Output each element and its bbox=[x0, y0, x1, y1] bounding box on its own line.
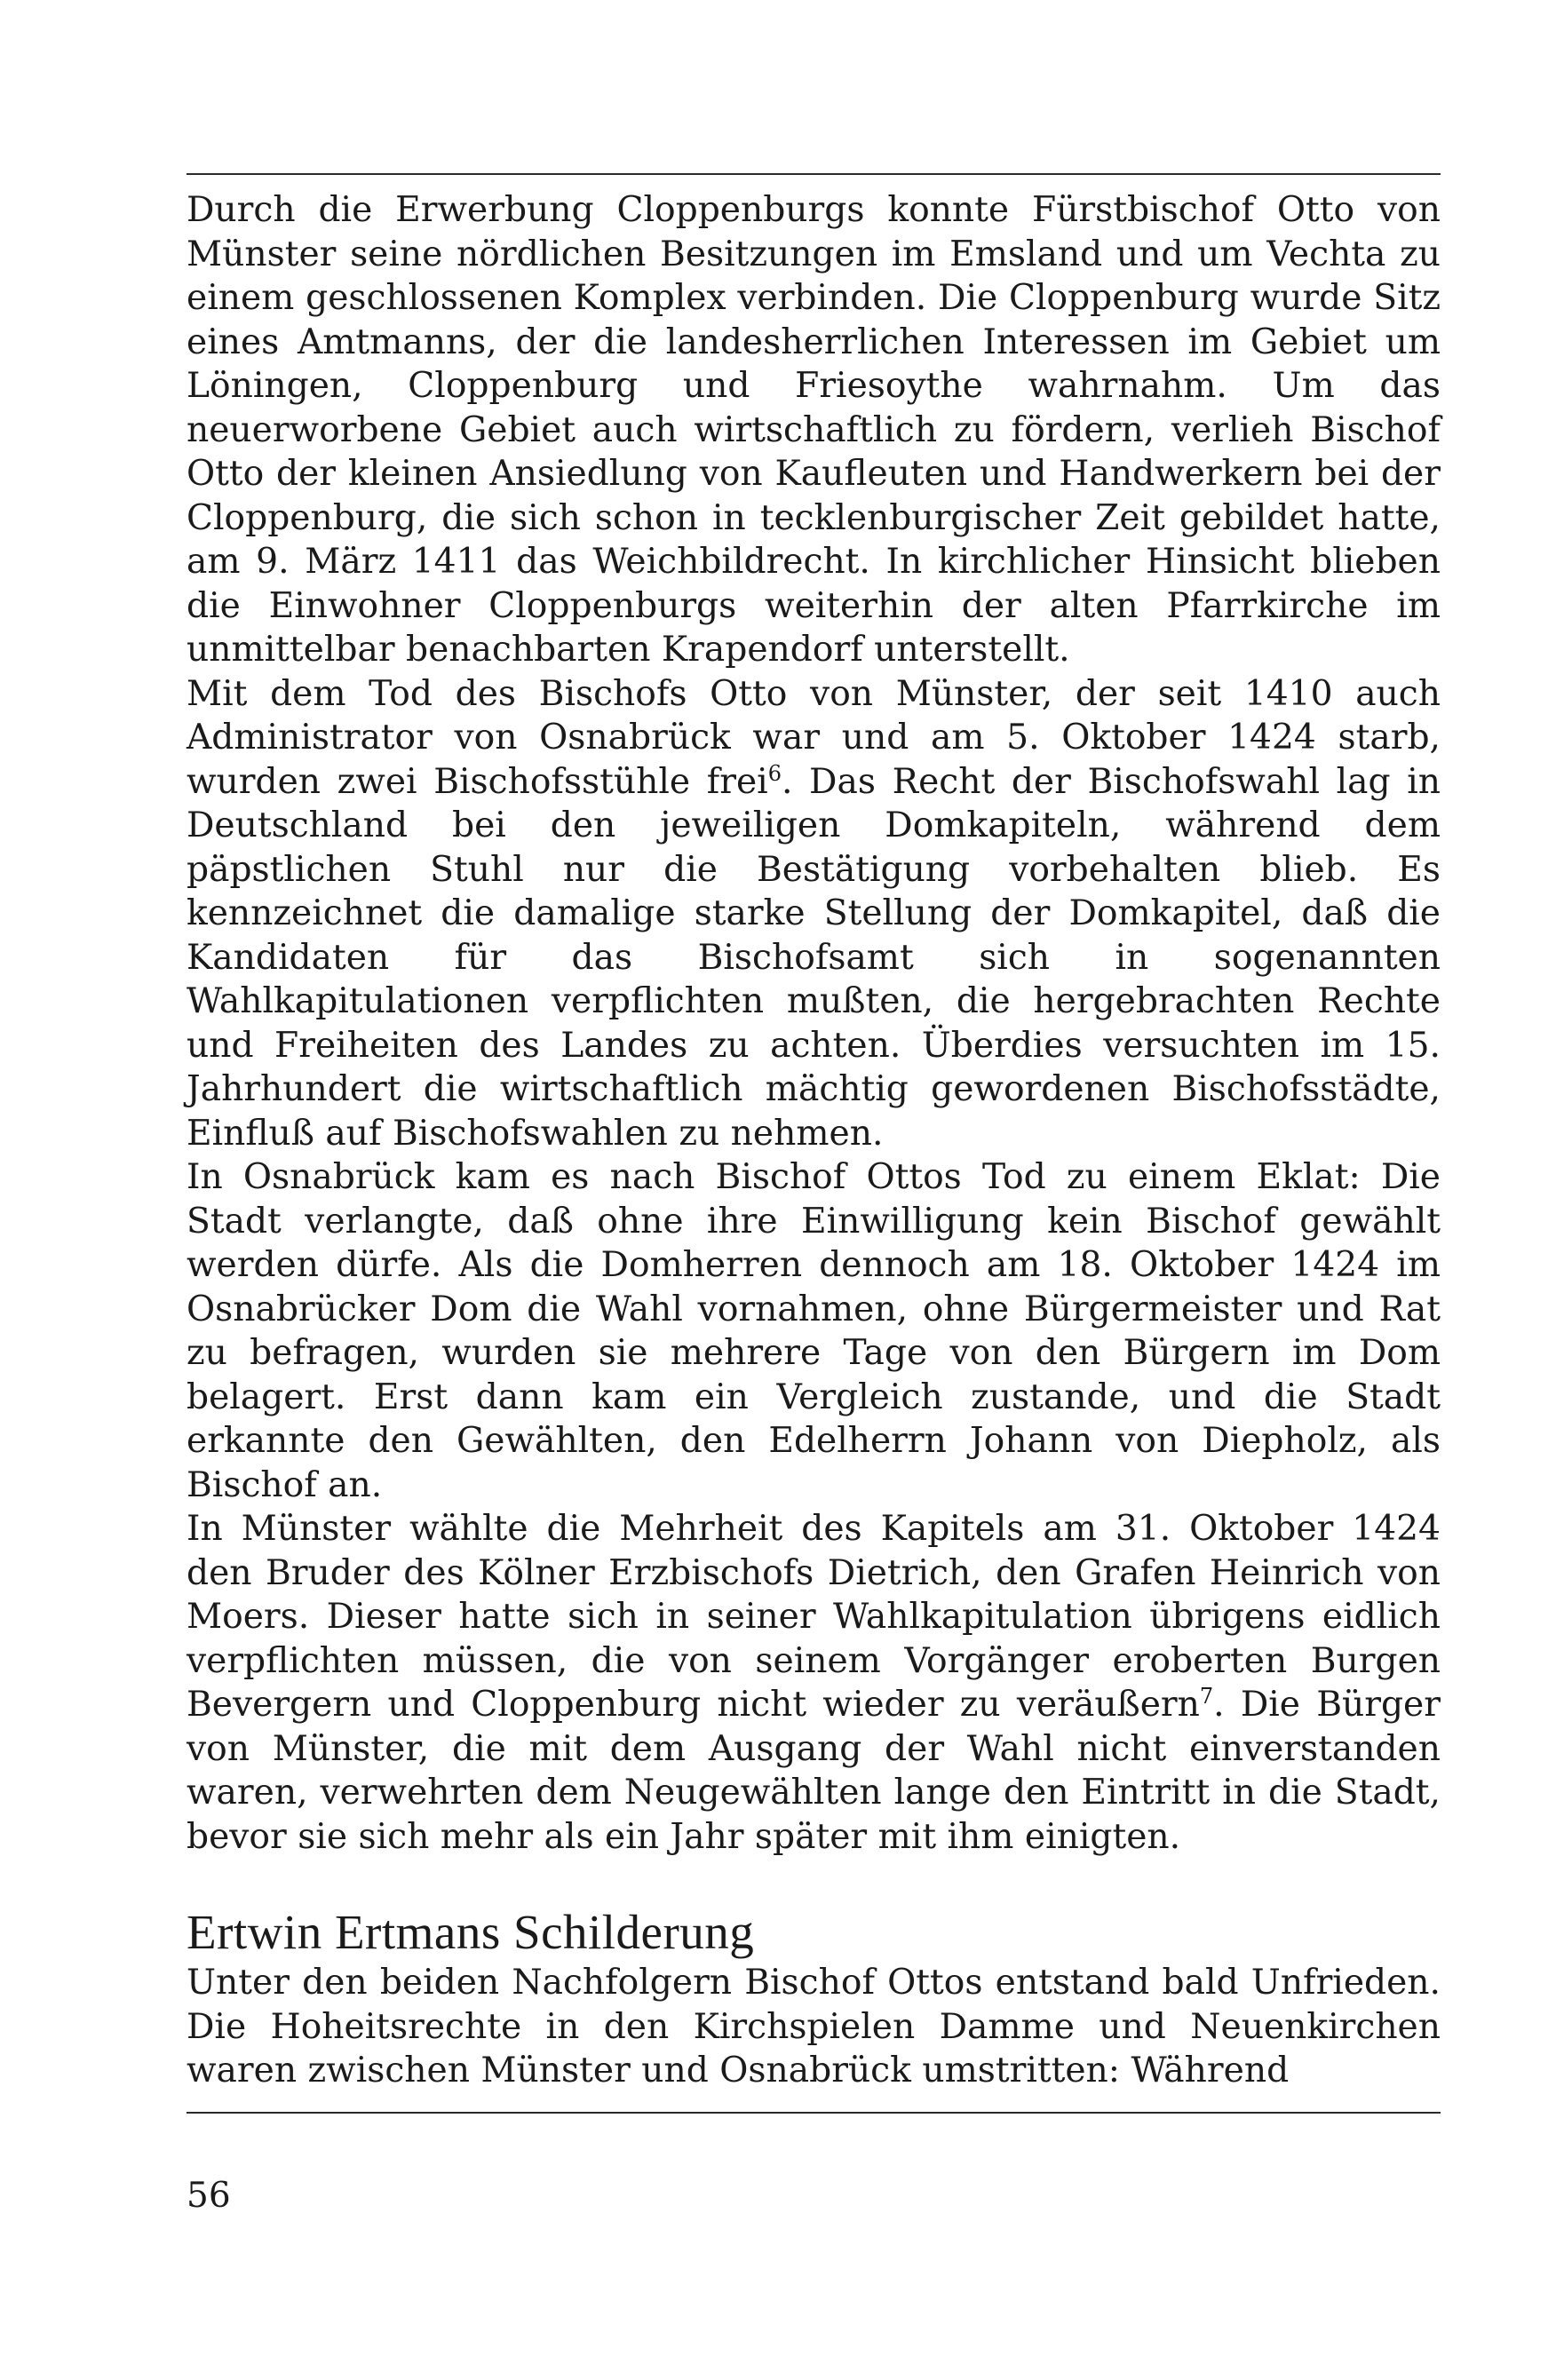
top-rule bbox=[187, 173, 1441, 175]
paragraph-osnabrueck-election bbox=[187, 1155, 1441, 1507]
page-number: 56 bbox=[187, 2176, 231, 2216]
paragraph-cloppenburg-acquisition bbox=[187, 188, 1441, 672]
paragraph-muenster-election bbox=[187, 1507, 1441, 1859]
paragraph-text: In Osnabrück kam es nach Bischof Ottos Tod zu einem Eklat: Die Stadt verlangte, daß ohne ihre Einwilligung kein Bischof gewählt werden dürfe. Als die Domherren dennoch am 18. Oktober 1424 im Osnabrücker Dom die Wahl vornahmen, ohne Bürgermeister und Rat zu befragen, wurden sie mehrere Tage von den Bürgern im Dom belagert. Erst dann kam ein Vergleich zustande, und die Stadt erkannte den Gewählten, den Edelherrn Johann von Diepholz, als Bischof an. bbox=[187, 1157, 1441, 1505]
page-body bbox=[187, 188, 1441, 2093]
section-heading: Ertwin Ertmans Schilderung bbox=[187, 1905, 755, 1959]
paragraph-section-intro bbox=[187, 1961, 1441, 2093]
paragraph-text-before-footnote: Mit dem Tod des Bischofs Otto von Münster, der seit 1410 auch Administrator von Osnabrück war und am 5. Oktober 1424 starb, wurden zwei Bischofsstühle frei bbox=[187, 673, 1441, 802]
paragraph-text: Unter den beiden Nachfolgern Bischof Ottos entstand bald Unfrieden. Die Hoheitsrechte in den Kirchspielen Damme und Neuenkirchen waren zwischen Münster und Osnabrück umstritten: Während bbox=[187, 1963, 1441, 2090]
footnote-ref-6[interactable]: 6 bbox=[767, 760, 782, 786]
paragraph-text: Durch die Erwerbung Cloppenburgs konnte Fürstbischof Otto von Münster seine nördlichen Besitzungen im Emsland und um Vechta zu einem geschlossenen Komplex verbinden. Die Cloppenburg wurde Sitz eines Amtmanns, der die landesherrlichen Interessen im Gebiet um Löningen, Cloppenburg und Friesoythe wahrnahm. Um das neuerworbene Gebiet auch wirtschaftlich zu fördern, verlieh Bischof Otto der kleinen Ansiedlung von Kaufleuten und Handwerkern bei der Cloppenburg, die sich schon in tecklenburgischer Zeit gebildet hatte, am 9. März 1411 das Weichbildrecht. In kirchlicher Hinsicht blieben die Einwohner Cloppenburgs weiterhin der alten Pfarrkirche im unmittelbar benachbarten Krapendorf unterstellt. bbox=[187, 190, 1441, 670]
paragraph-bishop-death bbox=[187, 672, 1441, 1156]
footnote-ref-7[interactable]: 7 bbox=[1199, 1683, 1214, 1709]
paragraph-text-after-footnote: . Das Recht der Bischofswahl lag in Deutschland bei den jeweiligen Domkapiteln, während dem päpstlichen Stuhl nur die Bestätigung vorbehalten blieb. Es kennzeichnet die damalige starke Stellung der Domkapitel, daß die Kandidaten für das Bischofsamt sich in sogenannten Wahlkapitulationen verpflichten mußten, die hergebrachten Rechte und Freiheiten des Landes zu achten. Überdies versuchten im 15. Jahrhundert die wirtschaftlich mächtig gewordenen Bischofsstädte, Einfluß auf Bischofswahlen zu nehmen. bbox=[187, 761, 1441, 1154]
bottom-rule bbox=[187, 2112, 1441, 2114]
paragraph-text-after-footnote: . Die Bürger von Münster, die mit dem Ausgang der Wahl nicht einverstanden waren, verwehrten dem Neugewählten lange den Eintritt in die Stadt, bevor sie sich mehr als ein Jahr später mit ihm einigten. bbox=[187, 1685, 1441, 1857]
paragraph-text-before-footnote: In Münster wählte die Mehrheit des Kapitels am 31. Oktober 1424 den Bruder des Kölner Erzbischofs Dietrich, den Grafen Heinrich von Moers. Dieser hatte sich in seiner Wahlkapitulation übrigens eidlich verpflichten müssen, die von seinem Vorgänger eroberten Burgen Bevergern und Cloppenburg nicht wieder zu veräußern bbox=[187, 1509, 1441, 1725]
